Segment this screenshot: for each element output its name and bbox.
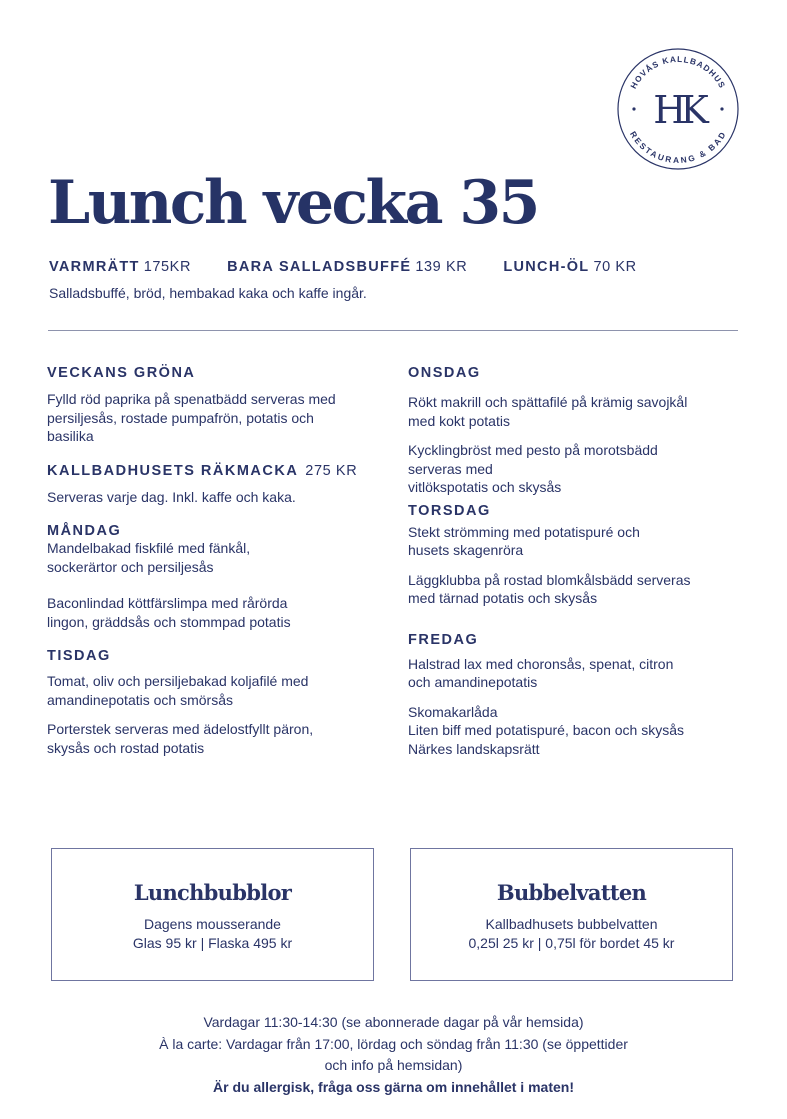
dish-text: Fylld röd paprika på spenatbädd serveras med persiljesås, rostade pumpafrön, potatis och basilika [47, 391, 336, 444]
opening-hours-a-la-carte: À la carte: Vardagar från 17:00, lördag och söndag från 11:30 (se öppettider [159, 1035, 628, 1052]
section-heading: TISDAG [47, 648, 111, 664]
menu-left-column [47, 365, 377, 757]
dish-text: Rökt makrill och spättafilé på krämig savojkål med kokt potatis [408, 394, 688, 429]
price-row [49, 259, 669, 275]
dish-text: Baconlindad köttfärslimpa med rårörda lingon, gräddsås och stommpad potatis [47, 595, 291, 630]
dish-text: Serveras varje dag. Inkl. kaffe och kaka. [47, 488, 296, 505]
price-salad-buffet: BARA SALLADSBUFFÉ 139 KR [227, 259, 468, 275]
box-title: Lunchbubblor [133, 880, 292, 905]
section-friday [408, 632, 738, 759]
box-title: Bubbelvatten [496, 880, 647, 905]
section-heading: FREDAG [408, 631, 479, 648]
dish-text: Porterstek serveras med ädelostfyllt päron, skysås och rostad potatis [47, 721, 314, 756]
section-shrimp-sandwich [47, 463, 377, 507]
svg-text:RESTAURANG & BAD: RESTAURANG & BAD [628, 129, 728, 166]
price-main-course: VARMRÄTT 175KR [49, 259, 192, 275]
included-note: Salladsbuffé, bröd, hembakad kaka och kaffe ingår. [49, 285, 367, 301]
dish-text: Stekt strömming med potatispuré och husets skagenröra [408, 523, 640, 558]
dish-text: Mandelbakad fiskfilé med fänkål, sockerärtor och persiljesås [47, 540, 251, 575]
menu-right-column [408, 365, 738, 758]
dish-text: Tomat, oliv och persiljebakad koljafilé med amandinepotatis och smörsås [47, 673, 309, 708]
section-greens [47, 365, 377, 446]
divider [48, 330, 738, 331]
box-line: 0,25l 25 kr | 0,75l för bordet 45 kr [468, 934, 675, 951]
svg-text:HOVÅS KALLBADHUS: HOVÅS KALLBADHUS [628, 53, 728, 91]
sparkling-water-box [410, 848, 733, 981]
section-heading: ONSDAG [408, 365, 481, 381]
page-title: Lunch vecka 35 [48, 168, 538, 238]
dish-text: Kycklingbröst med pesto på morotsbädd serveras med vitlökspotatis och skysås [408, 442, 658, 495]
allergy-note: Är du allergisk, fråga oss gärna om innehållet i maten! [213, 1078, 574, 1095]
opening-hours-note: och info på hemsidan) [324, 1057, 463, 1073]
section-heading: TORSDAG [408, 502, 491, 519]
dish-text: Läggklubba på rostad blomkålsbädd serveras med tärnad potatis och skysås [408, 571, 691, 606]
section-monday [47, 523, 377, 631]
section-tuesday [47, 648, 377, 757]
dish-text: Skomakarlåda Liten biff med potatispuré, bacon och skysås Närkes landskapsrätt [408, 703, 685, 757]
dish-text: Halstrad lax med choronsås, spenat, citron och amandinepotatis [408, 655, 674, 690]
section-wednesday [408, 365, 738, 497]
footer-info [0, 1012, 787, 1098]
price-lunch-beer: LUNCH-ÖL 70 KR [503, 259, 637, 275]
box-line: Kallbadhusets bubbelvatten [485, 916, 658, 932]
svg-text:HK: HK [653, 88, 703, 132]
box-line: Dagens mousserande [144, 916, 281, 932]
section-heading: MÅNDAG [47, 523, 122, 539]
section-thursday [408, 503, 738, 608]
hovas-kallbadhus-logo [617, 48, 739, 170]
section-heading: VECKANS GRÖNA [47, 365, 196, 381]
box-line: Glas 95 kr | Flaska 495 kr [132, 934, 293, 951]
opening-hours-lunch: Vardagar 11:30-14:30 (se abonnerade dagar på vår hemsida) [203, 1014, 584, 1030]
lunch-bubbles-box [51, 848, 374, 981]
section-heading: KALLBADHUSETS RÄKMACKA 275 KR [47, 462, 358, 479]
